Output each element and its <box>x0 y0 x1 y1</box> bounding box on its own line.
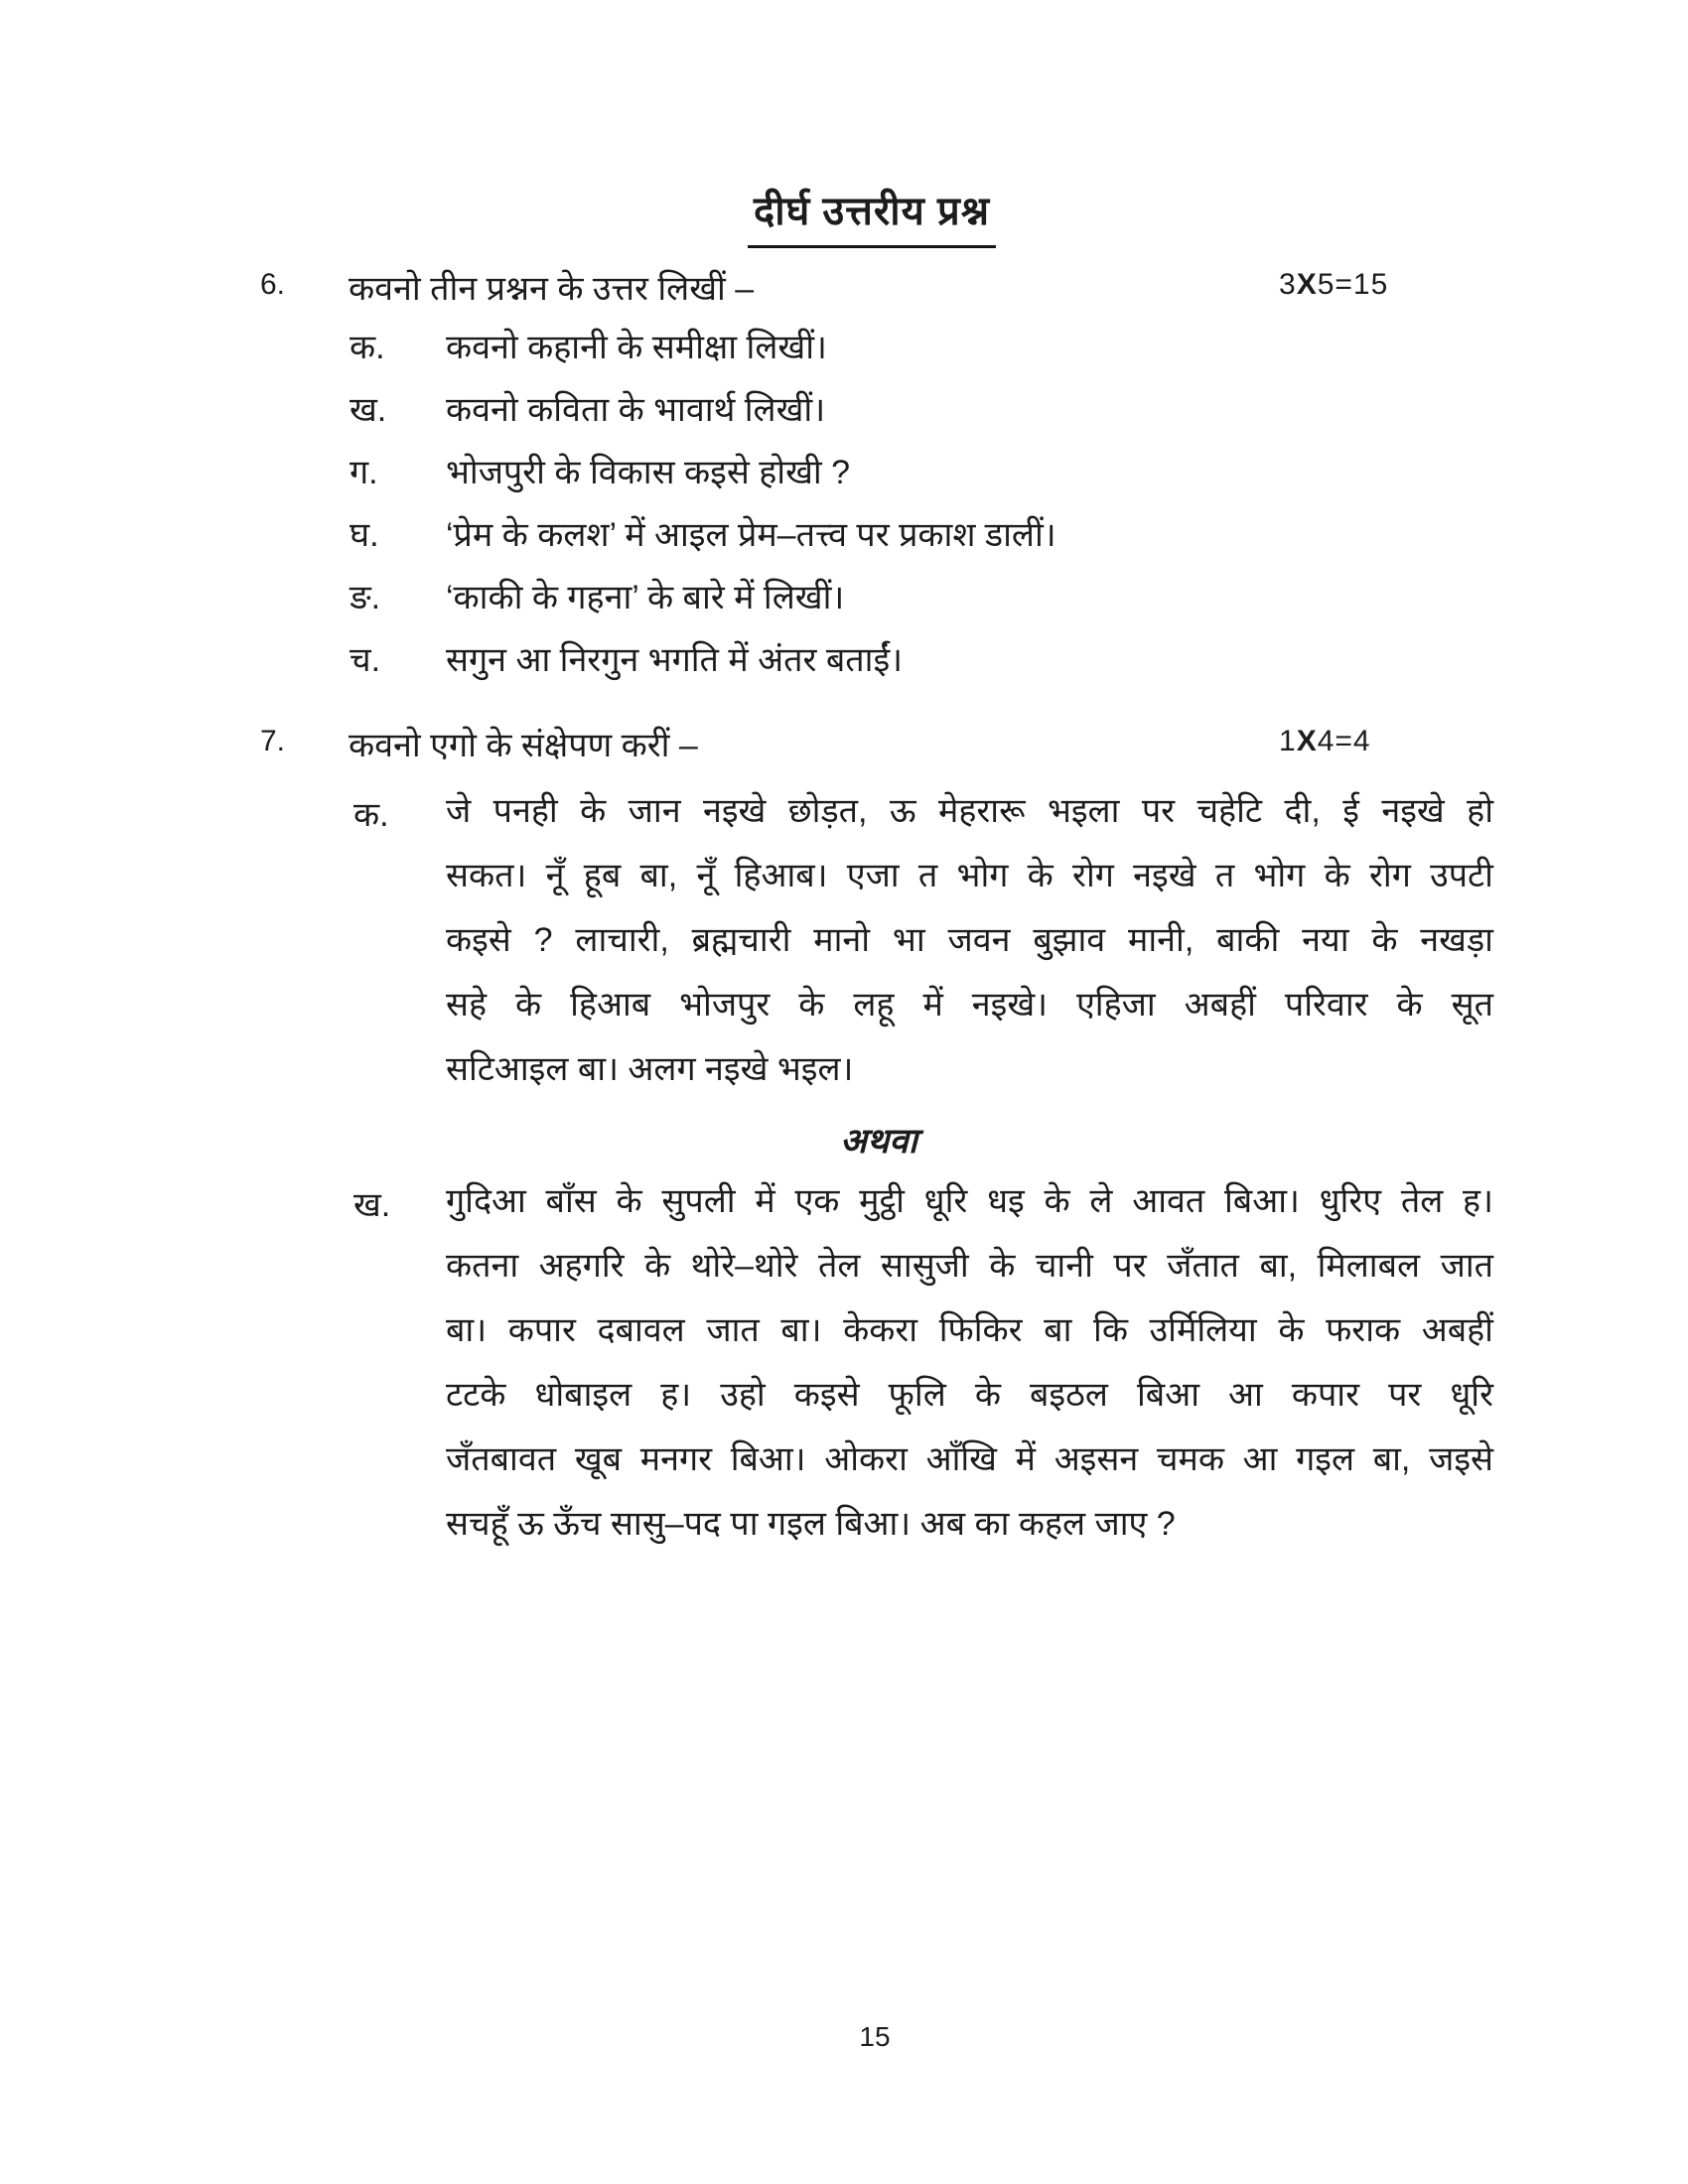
question-6-marks <box>1279 268 1388 302</box>
item-text: ‘प्रेम के कलश’ में आइल प्रेम–तत्त्व पर प्रकाश डालीं। <box>446 516 1056 554</box>
q7-option-a-line: सकत। नूँ हूब बा, नूँ हिआब। एजा त भोग के रोग नइखे त भोग के रोग उपटी <box>446 857 1493 894</box>
q7-option-b-line: टटके धोबाइल ह। उहो कइसे फूलि के बइठल बिआ आ कपार पर धूरि <box>446 1376 1493 1414</box>
question-6-number: 6. <box>260 268 286 301</box>
item-label: घ. <box>350 516 379 554</box>
question-7-row <box>0 721 1688 772</box>
q7-option-b-line: सचहूँ ऊ ऊँच सासु–पद पा गइल बिआ। अब का कहल जाए ? <box>446 1505 1176 1543</box>
question-6-row <box>0 264 1688 316</box>
q7-option-b-line: जँतबावत खूब मनगर बिआ। ओकरा आँखि में अइसन चमक आ गइल बा, जइसे <box>446 1440 1493 1478</box>
q6-item-ka <box>0 323 1688 374</box>
item-text: भोजपुरी के विकास कइसे होखी ? <box>446 454 851 491</box>
marks-x: X <box>1296 268 1318 301</box>
item-text: कवनो कहानी के समीक्षा लिखीं। <box>446 329 827 366</box>
q6-item-nga <box>0 573 1688 624</box>
q7-option-a-line: सटिआइल बा। अलग नइखे भइल। <box>446 1050 854 1088</box>
item-label: ग. <box>350 454 378 491</box>
item-label: क. <box>350 329 385 366</box>
q7-option-a-line: जे पनही के जान नइखे छोड़त, ऊ मेहरारू भइला पर चहेटि दी, ई नइखे हो <box>446 792 1493 830</box>
question-7-marks <box>1279 725 1371 758</box>
marks-right: 5=15 <box>1317 268 1389 301</box>
marks-right: 4=4 <box>1317 725 1371 757</box>
q7-option-b-line: बा। कपार दबावल जात बा। केकरा फिकिर बा कि उर्मिलिया के फराक अबहीं <box>446 1311 1493 1349</box>
q6-item-kha <box>0 385 1688 437</box>
item-label: च. <box>350 641 381 679</box>
item-label: ङ. <box>350 579 381 616</box>
item-label: ख. <box>350 391 387 429</box>
q7-option-b-line: गुदिआ बाँस के सुपली में एक मुट्ठी धूरि धइ के ले आवत बिआ। धुरिए तेल ह। <box>446 1182 1493 1220</box>
item-text: ‘काकी के गहना’ के बारे में लिखीं। <box>446 579 845 616</box>
q6-item-ga <box>0 448 1688 499</box>
q7-option-a-line: सहे के हिआब भोजपुर के लहू में नइखे। एहिजा अबहीं परिवार के सूत <box>446 986 1493 1024</box>
marks-left: 3 <box>1279 268 1297 301</box>
question-7-number: 7. <box>260 725 286 757</box>
question-7-text: कवनो एगो के संक्षेपण करीं – <box>349 727 698 764</box>
marks-left: 1 <box>1279 725 1297 757</box>
item-text: कवनो कविता के भावार्थ लिखीं। <box>446 391 826 429</box>
q7-option-b-label: ख. <box>353 1186 391 1224</box>
section-title: दीर्घ उत्तरीय प्रश्न <box>748 182 996 248</box>
q6-item-gha <box>0 510 1688 562</box>
q7-option-b-line: कतना अहगरि के थोरे–थोरे तेल सासुजी के चानी पर जँतात बा, मिलाबल जात <box>446 1247 1493 1285</box>
q6-item-cha <box>0 635 1688 687</box>
q7-option-a-label: क. <box>353 796 389 834</box>
question-6-text: कवनो तीन प्रश्नन के उत्तर लिखीं – <box>349 270 755 308</box>
item-text: सगुन आ निरगुन भगति में अंतर बताईं। <box>446 641 904 679</box>
marks-x: X <box>1296 725 1318 757</box>
section-title-wrap <box>0 182 1688 248</box>
page-number: 15 <box>859 2021 891 2052</box>
or-separator: अथवा <box>840 1122 917 1160</box>
q7-option-a-line: कइसे ? लाचारी, ब्रह्मचारी मानो भा जवन बुझाव मानी, बाकी नया के नखड़ा <box>446 921 1493 959</box>
